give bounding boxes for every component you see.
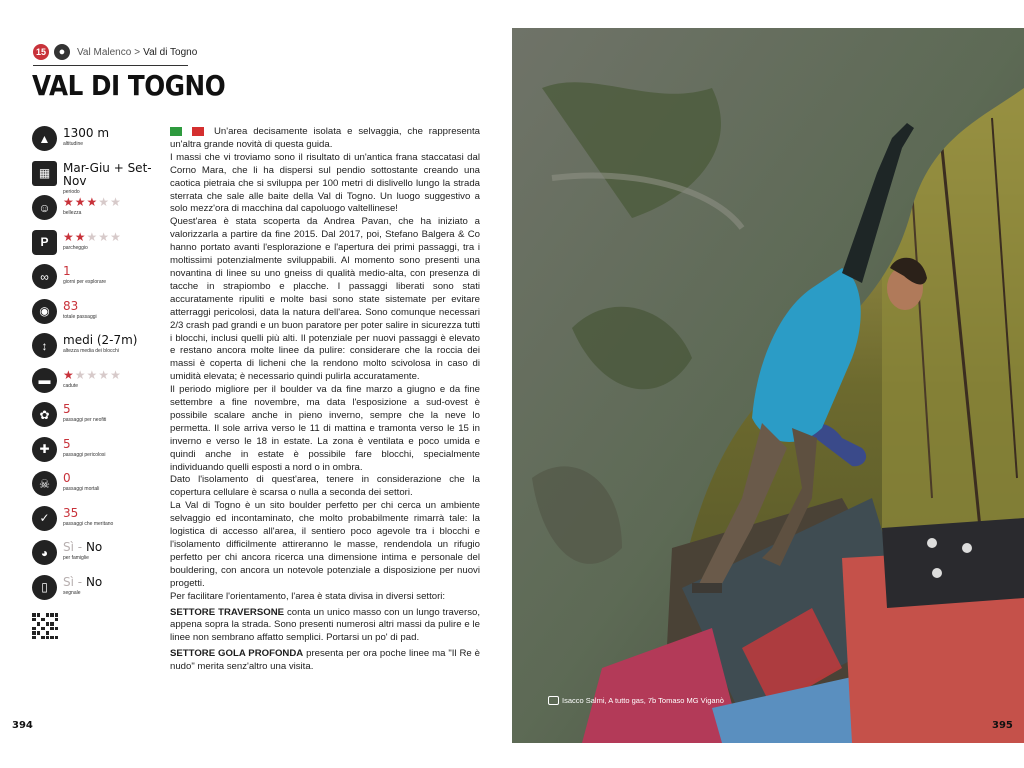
- climbing-photo: [512, 28, 1024, 743]
- star-empty-icon: ★: [98, 367, 111, 382]
- body-text: [170, 126, 480, 674]
- no-option: No: [85, 574, 103, 589]
- stat-signal: [32, 575, 167, 610]
- stat-label: passaggi che meritano: [63, 520, 114, 527]
- landings-stars: [63, 369, 122, 382]
- sector-traversone: [170, 607, 480, 646]
- page-title: VAL DI TOGNO: [32, 69, 226, 102]
- stat-days: [32, 264, 167, 299]
- stat-mortal: [32, 471, 167, 506]
- option-separator: -: [77, 574, 83, 589]
- height-icon: ↕: [32, 333, 57, 358]
- stat-label: altezza media dei blocchi: [63, 348, 119, 354]
- beauty-stars: [63, 196, 122, 209]
- stat-beauty: [32, 195, 167, 230]
- paragraph: Dato l'isolamento di quest'area, tenere in considerazione che la copertura cellulare è scarsa o nulla a seconda dei settori.: [170, 474, 480, 499]
- stat-label: parcheggio: [63, 244, 88, 251]
- stat-label: giorni per esplorare: [63, 279, 107, 285]
- star-empty-icon: ★: [98, 195, 111, 209]
- stats-column: [32, 126, 167, 639]
- star-filled-icon: ★: [86, 195, 99, 209]
- phone-icon: ▯: [32, 575, 57, 600]
- stat-value: [63, 541, 102, 554]
- stat-label: periodo: [63, 188, 80, 195]
- paragraph: La Val di Togno è un sito boulder perfetto per chi cerca un ambiente selvaggio ed incontaminato, che molto probabilmente rimarrà tale: la logistica di accesso all'area, il sentiero poco agevole tra i blocchi e l'isolamento difficilmente attireranno le masse, rendendola un rifugio perfetto per chi ancora ricerca una dimensione intima e personale del bouldering, con ancora un notevole potenziale a disposizione per nuovi progetti.: [170, 500, 480, 589]
- stat-beginner: [32, 402, 167, 437]
- title-rule: [33, 65, 188, 66]
- stat-label: cadute: [63, 382, 79, 389]
- paragraph: Per facilitare l'orientamento, l'area è stata divisa in diversi settori:: [170, 590, 446, 602]
- stat-height: [32, 333, 167, 368]
- no-option: No: [85, 540, 103, 554]
- camera-icon: [548, 696, 559, 705]
- parking-stars: [63, 231, 122, 244]
- option-separator: -: [77, 540, 83, 554]
- stat-value: 35: [63, 505, 79, 520]
- paragraph: Un'area decisamente isolata e selvaggia, che rappresenta un'altra grande novità di questa guida.: [170, 126, 480, 150]
- star-empty-icon: ★: [98, 229, 111, 244]
- stat-label: per famiglie: [63, 555, 89, 561]
- skull-icon: ☠: [32, 471, 57, 496]
- stat-worth: [32, 506, 167, 541]
- stat-period: [32, 161, 167, 196]
- thumb-icon: ✓: [32, 506, 57, 531]
- stat-dangerous: [32, 437, 167, 472]
- smile-icon: ☺: [32, 195, 57, 220]
- calendar-icon: ▦: [32, 161, 57, 186]
- qr-code[interactable]: [32, 613, 58, 639]
- sector-title: SETTORE GOLA PROFONDA: [170, 648, 304, 660]
- page-number-right: 395: [992, 720, 1013, 731]
- stat-label: altitudine: [63, 141, 84, 147]
- photo-caption: [548, 696, 724, 705]
- star-filled-icon: ★: [63, 367, 75, 382]
- bandage-icon: ✚: [32, 437, 57, 462]
- star-empty-icon: ★: [86, 229, 99, 244]
- star-filled-icon: ★: [74, 195, 87, 209]
- stat-value: [63, 576, 102, 589]
- globe-icon: ●: [54, 44, 70, 60]
- breadcrumb-current: Val di Togno: [143, 46, 198, 58]
- star-empty-icon: ★: [74, 367, 87, 382]
- star-empty-icon: ★: [86, 367, 99, 382]
- photo-illustration: [512, 28, 1024, 743]
- stat-value: 0: [63, 471, 71, 485]
- parking-icon: P: [32, 230, 57, 255]
- boulder-icon: ◉: [32, 299, 57, 324]
- breadcrumb-parent: Val Malenco: [77, 46, 132, 58]
- stat-label: passaggi mortali: [63, 486, 100, 492]
- star-filled-icon: ★: [74, 229, 87, 244]
- yes-option: Sì: [63, 574, 74, 589]
- paragraph: Quest'area è stata scoperta da Andrea Pavan, che ha iniziato a valorizzarla a partire da fine 2015. Dal 2017, poi, Stefano Balgera & Co hanno portato avanti l'esplorazione e l'apertura dei primi passaggi, tra i moltissimi potenzialmente sviluppabili. Al momento sono presenti una novantina di linee su uno gneiss di qualità medio-alta, con presenza di tacche in strapiombo e placche. I passaggi liberati sono stati accuratamente ripuliti e molte basi sono state sistemate per evitare atterraggi pericolosi, data la natura dell'area. Sono comunque necessari 2/3 crash pad grandi e un buon paratore per poter salire in sicurezza tutti i blocchi, inclusi quelli più alti. Il potenziale per nuovi passaggi è elevato e restano ancora molte linee da pulire: considerare che la roccia dei massi è coperta di licheni che la rendono molto scivolosa in caso di umidità elevata; è necessario quindi pulirla accuratamente.: [170, 216, 480, 383]
- stroller-icon: ◕: [32, 540, 57, 565]
- mountain-icon: ▲: [32, 126, 57, 151]
- rabbit-icon: ✿: [32, 402, 57, 427]
- paragraph: I massi che vi troviamo sono il risultato di un'antica frana staccatasi dal Corno Mara, che li ha dispersi sul pendio sottostante creando una caotica pietraia che si sviluppa per 100 metri di dislivello lungo la strada sterrata che sale alle baite della Val di Togno. Un luogo suggestivo a solo mezz'ora di macchina dal capoluogo valtellinese!: [170, 151, 480, 215]
- star-empty-icon: ★: [110, 229, 122, 244]
- stat-value: 83: [63, 298, 79, 313]
- sector-title: SETTORE TRAVERSONE: [170, 606, 285, 618]
- star-filled-icon: ★: [63, 229, 75, 244]
- stat-value: 1300 m: [63, 126, 110, 140]
- stat-label: totale passaggi: [63, 313, 97, 320]
- stat-value: 5: [63, 436, 71, 451]
- stat-landings: [32, 368, 167, 403]
- stat-label: passaggi pericolosi: [63, 451, 106, 458]
- sector-text: presenta per ora poche linee ma "Il Re è nudo" merita senz'altro una visita.: [170, 648, 480, 673]
- stat-family: [32, 540, 167, 575]
- star-filled-icon: ★: [63, 195, 75, 209]
- sector-text: conta un unico masso con un lungo traverso, appena sopra la strada. Sono presenti numerosi altri massi da pulire e le linee non sembrano affatto semplici. Portarsi un po' di pad.: [170, 606, 480, 644]
- crashpad-icon: ▬: [32, 368, 57, 393]
- stat-total: [32, 299, 167, 334]
- stat-label: segnale: [63, 589, 81, 596]
- stat-value: 1: [63, 264, 71, 278]
- breadcrumb-separator: >: [134, 46, 141, 58]
- breadcrumb: [33, 44, 197, 60]
- stat-altitude: [32, 126, 167, 161]
- sector-gola-profonda: [170, 648, 480, 674]
- stat-value: 5: [63, 402, 71, 416]
- star-empty-icon: ★: [110, 195, 122, 209]
- star-empty-icon: ★: [110, 367, 122, 382]
- stat-parking: [32, 230, 167, 265]
- yes-option: Sì: [63, 540, 74, 554]
- binoculars-icon: ∞: [32, 264, 57, 289]
- stat-label: passaggi per neofiti: [63, 417, 107, 423]
- area-number-badge: 15: [33, 44, 49, 60]
- stat-value: medi (2-7m): [63, 333, 138, 347]
- page-number-left: 394: [12, 720, 33, 731]
- caption-text: Isacco Salmi, A tutto gas, 7b Tomaso MG Viganò: [562, 696, 724, 705]
- stat-value: Mar-Giu + Set-Nov: [63, 160, 152, 188]
- stat-label: bellezza: [63, 210, 82, 216]
- paragraph: Il periodo migliore per il boulder va da fine marzo a giugno e da fine settembre a fine novembre, ma data l'esposizione a sud-ovest è possibile scalare anche in pieno inverno, sempre che la neve lo permetta. Il sole arriva verso le 11 di mattina e tramonta verso le 15 in inverno e verso le 18 in estate. La zona è ventilata e poco umida e quindi anche in estate è possibile fare blocchi, specialmente individuando quelli esposti a nord o in ombra.: [170, 384, 480, 473]
